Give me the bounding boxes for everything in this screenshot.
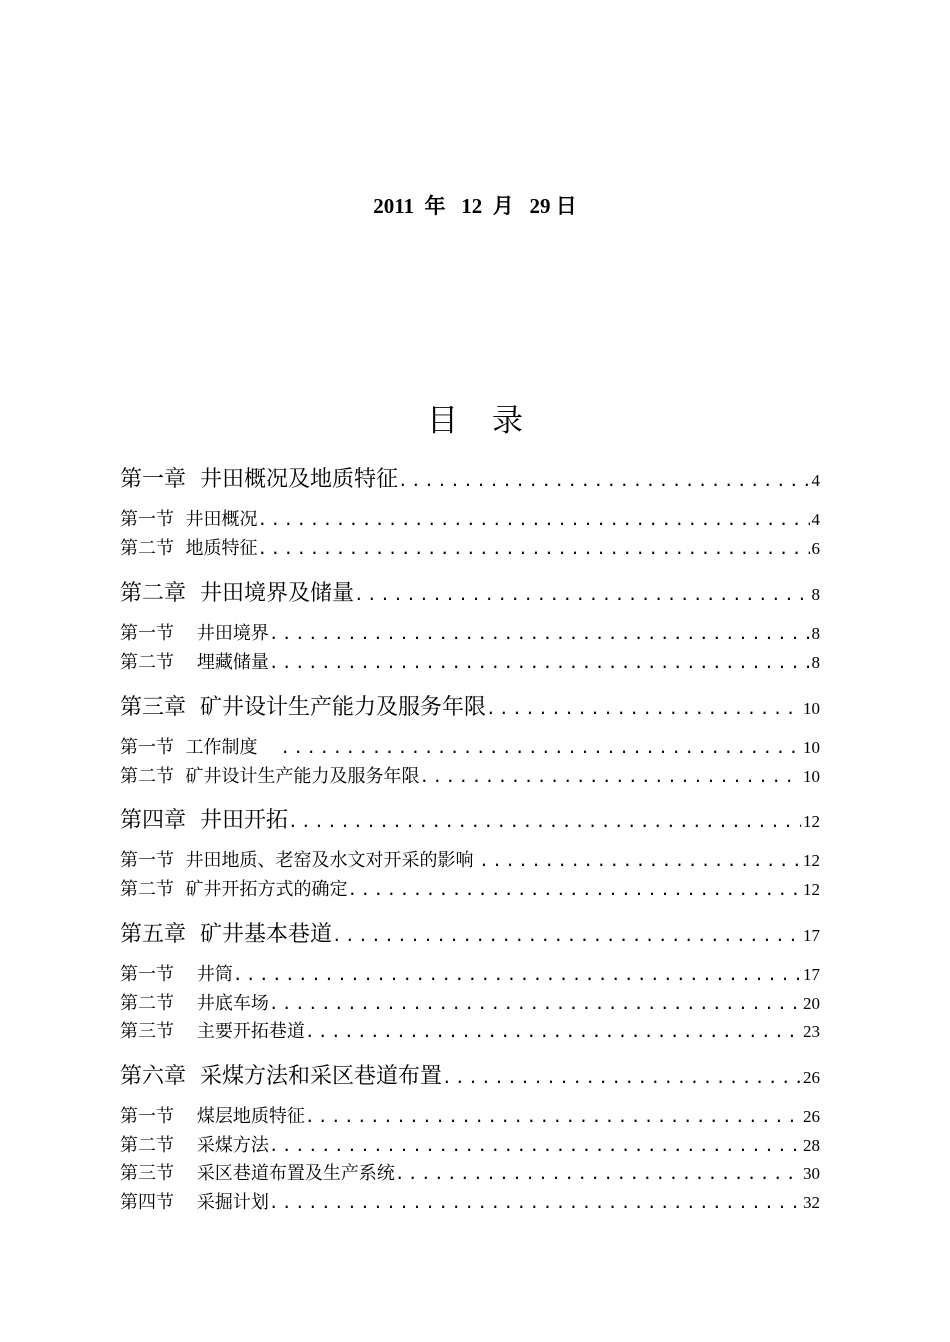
toc-entry-label: 第二节 地质特征 bbox=[120, 538, 258, 559]
toc-section-entry[interactable] bbox=[120, 1188, 820, 1214]
toc-page-number: 17 bbox=[803, 926, 820, 945]
toc-entry-label: 第二节 矿井开拓方式的确定 bbox=[120, 879, 348, 900]
toc-entry-label: 第三章 矿井设计生产能力及服务年限 bbox=[120, 695, 486, 720]
toc-leader-dots bbox=[486, 699, 801, 718]
toc-leader-dots bbox=[305, 1022, 801, 1041]
toc-page-number: 12 bbox=[803, 880, 820, 899]
toc-page-number: 12 bbox=[803, 812, 820, 831]
toc-section-entry[interactable] bbox=[120, 762, 820, 788]
toc-entry-label: 第二节 矿井设计生产能力及服务年限 bbox=[120, 766, 420, 787]
toc-leader-dots bbox=[347, 880, 801, 899]
toc-chapter-entry[interactable] bbox=[120, 1059, 820, 1090]
toc-chapter-entry[interactable] bbox=[120, 576, 820, 607]
toc-page-number: 4 bbox=[811, 471, 820, 490]
toc-entry-label: 第一节 工作制度 bbox=[120, 737, 281, 758]
toc-leader-dots bbox=[269, 1136, 801, 1155]
toc-entry-label: 第一节 井田概况 bbox=[120, 509, 258, 530]
toc-entry-label: 第三节 主要开拓巷道 bbox=[120, 1021, 305, 1042]
toc-page-number: 32 bbox=[803, 1193, 820, 1212]
toc-page-number: 17 bbox=[803, 965, 820, 984]
toc-leader-dots bbox=[280, 738, 801, 757]
toc-entry-label: 第二节 采煤方法 bbox=[120, 1135, 269, 1156]
toc-title: 目录 bbox=[427, 403, 557, 439]
toc-entry-label: 第四章 井田开拓 bbox=[120, 808, 288, 833]
toc-page-number: 8 bbox=[811, 624, 820, 643]
toc-entry-label: 第一章 井田概况及地质特征 bbox=[120, 467, 398, 492]
toc-chapter-entry[interactable] bbox=[120, 917, 820, 948]
toc-entry-label: 第一节 井筒 bbox=[120, 964, 233, 985]
toc-page-number: 4 bbox=[811, 510, 820, 529]
toc-entry-label: 第二节 埋藏储量 bbox=[120, 652, 269, 673]
toc-page-number: 10 bbox=[803, 738, 820, 757]
toc-section-entry[interactable] bbox=[120, 960, 820, 986]
toc-chapter-entry[interactable] bbox=[120, 462, 820, 493]
toc-leader-dots bbox=[257, 510, 809, 529]
toc-section-entry[interactable] bbox=[120, 1017, 820, 1043]
toc-leader-dots bbox=[442, 1068, 801, 1087]
toc-section-entry[interactable] bbox=[120, 989, 820, 1015]
toc-page-number: 28 bbox=[803, 1136, 820, 1155]
toc-entry-label: 第一节 煤层地质特征 bbox=[120, 1106, 305, 1127]
toc-entry-label: 第四节 采掘计划 bbox=[120, 1192, 269, 1213]
toc-page-number: 12 bbox=[803, 851, 820, 870]
toc-leader-dots bbox=[269, 994, 801, 1013]
toc-page-number: 26 bbox=[803, 1107, 820, 1126]
toc-leader-dots bbox=[305, 1107, 801, 1126]
toc-section-entry[interactable] bbox=[120, 875, 820, 901]
toc-leader-dots bbox=[398, 471, 810, 490]
toc-page-number: 6 bbox=[811, 539, 820, 558]
toc-entry-label: 第一节 井田境界 bbox=[120, 623, 269, 644]
toc-page-number: 20 bbox=[803, 994, 820, 1013]
toc-page-number: 8 bbox=[811, 585, 820, 604]
toc-entry-label: 第一节 井田地质、老窑及水文对开采的影响 bbox=[120, 850, 480, 871]
toc-page-number: 23 bbox=[803, 1022, 820, 1041]
toc-chapter-entry[interactable] bbox=[120, 690, 820, 721]
toc-leader-dots bbox=[332, 926, 801, 945]
toc-leader-dots bbox=[354, 585, 810, 604]
toc-section-entry[interactable] bbox=[120, 1159, 820, 1185]
toc-section-entry[interactable] bbox=[120, 648, 820, 674]
toc-leader-dots bbox=[269, 624, 810, 643]
toc-section-entry[interactable] bbox=[120, 1102, 820, 1128]
toc-leader-dots bbox=[395, 1164, 801, 1183]
toc-leader-dots bbox=[269, 1193, 801, 1212]
toc-leader-dots bbox=[269, 653, 810, 672]
toc-page-number: 26 bbox=[803, 1068, 820, 1087]
toc-entry-label: 第二章 井田境界及储量 bbox=[120, 581, 354, 606]
toc-entry-label: 第二节 井底车场 bbox=[120, 993, 269, 1014]
toc-page-number: 10 bbox=[803, 767, 820, 786]
toc-leader-dots bbox=[419, 767, 801, 786]
document-date: 2011 年 12 月 29 日 bbox=[373, 194, 577, 218]
toc-entry-label: 第三节 采区巷道布置及生产系统 bbox=[120, 1163, 395, 1184]
toc-section-entry[interactable] bbox=[120, 619, 820, 645]
toc-entry-label: 第六章 采煤方法和采区巷道布置 bbox=[120, 1064, 442, 1089]
toc-entry-label: 第五章 矿井基本巷道 bbox=[120, 922, 332, 947]
toc-section-entry[interactable] bbox=[120, 846, 820, 872]
toc-leader-dots bbox=[257, 539, 809, 558]
toc-section-entry[interactable] bbox=[120, 534, 820, 560]
toc-leader-dots bbox=[233, 965, 801, 984]
toc-leader-dots bbox=[288, 812, 801, 831]
toc-page-number: 10 bbox=[803, 699, 820, 718]
toc-page-number: 8 bbox=[811, 653, 820, 672]
toc-leader-dots bbox=[479, 851, 801, 870]
toc-page-number: 30 bbox=[803, 1164, 820, 1183]
toc-section-entry[interactable] bbox=[120, 505, 820, 531]
toc-chapter-entry[interactable] bbox=[120, 803, 820, 834]
toc-section-entry[interactable] bbox=[120, 1131, 820, 1157]
toc-section-entry[interactable] bbox=[120, 733, 820, 759]
